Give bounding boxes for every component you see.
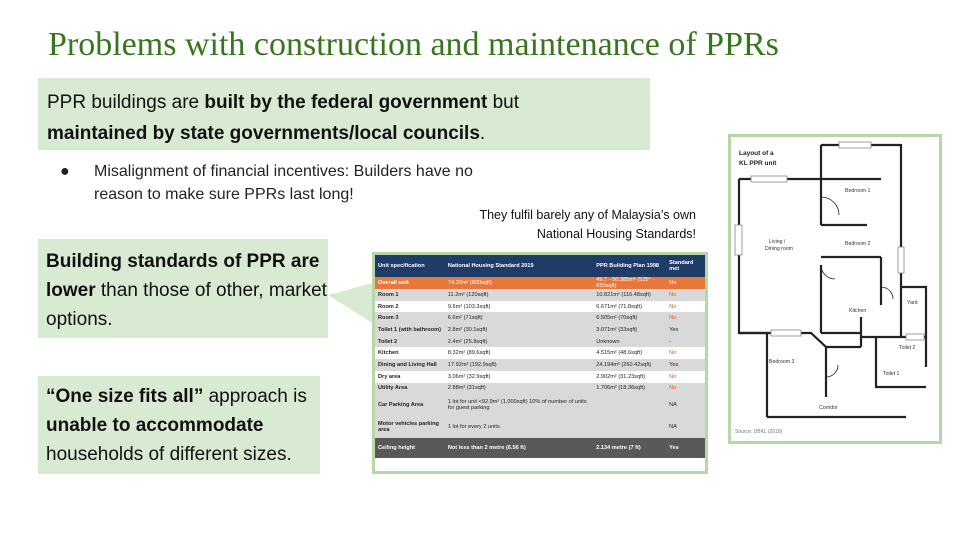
table-header-cell: Unit specification	[375, 255, 445, 277]
floor-plan-drawing	[731, 137, 939, 441]
table-cell	[593, 394, 666, 416]
table-cell: NA	[666, 416, 705, 438]
table-cell: 2.4m² (25.8sqft)	[445, 336, 593, 348]
table-cell: 2.88m² (31sqft)	[445, 383, 593, 395]
plan-label-corridor: Corridor	[819, 405, 838, 411]
table-cell: Utility Area	[375, 383, 445, 395]
plan-title-2: KL PPR unit	[739, 160, 777, 167]
box1-text-1: PPR buildings are	[47, 92, 205, 113]
table-row	[375, 394, 705, 416]
table-row	[375, 336, 705, 348]
plan-title-1: Layout of a	[739, 150, 774, 157]
table-cell: No	[666, 383, 705, 395]
table-row	[375, 359, 705, 371]
table-cell: Unknown	[593, 336, 666, 348]
table-cell: Kitchen	[375, 347, 445, 359]
plan-label-yard: Yard	[907, 300, 918, 306]
table-cell: 24.194m² (260.42sqft)	[593, 359, 666, 371]
plan-label-bedroom1: Bedroom 1	[845, 188, 871, 194]
table-row	[375, 383, 705, 395]
table-cell: 74.32m² (800sqft)	[445, 277, 593, 289]
caption-line-2: National Housing Standards!	[536, 227, 696, 241]
box1-bold-1: built by the federal government	[204, 92, 488, 113]
table-cell: Room 3	[375, 312, 445, 324]
table-cell: Motor vehicles parking area	[375, 416, 445, 438]
table-cell: Toilet 2	[375, 336, 445, 348]
box3-text-1: approach is	[203, 386, 307, 407]
table-cell: NA	[666, 394, 705, 416]
table-cell: 17.92m² (192.9sqft)	[445, 359, 593, 371]
table-cell: 6.6m² (71sqft)	[445, 312, 593, 324]
plan-label-living-1: Living /	[769, 239, 786, 245]
standards-table-image	[372, 252, 708, 474]
floor-plan-image	[728, 134, 942, 444]
box-building-standards	[38, 239, 328, 338]
table-cell: 1 lot for every 2 units	[445, 416, 593, 438]
bullet-text: Misalignment of financial incentives: Builders have no reason to make sure PPRs last long!	[94, 163, 473, 203]
table-cell: Ceiling height	[375, 438, 445, 458]
table-cell: -	[666, 336, 705, 348]
table-cell: 9.6m² (103.3sqft)	[445, 301, 593, 313]
table-header-row	[375, 255, 705, 277]
table-cell: Yes	[666, 438, 705, 458]
table-cell: Car Parking Area	[375, 394, 445, 416]
table-cell: No	[666, 312, 705, 324]
box3-bold-1: “One size fits all”	[46, 386, 204, 407]
table-cell: 6.505m² (70sqft)	[593, 312, 666, 324]
table-cell: 10.821m² (116.48sqft)	[593, 289, 666, 301]
slide-title: Problems with construction and maintenance of PPRs	[48, 26, 779, 63]
table-cell: 11.2m² (120sqft)	[445, 289, 593, 301]
table-row	[375, 324, 705, 336]
plan-label-toilet1: Toilet 1	[883, 371, 900, 377]
table-cell	[593, 416, 666, 438]
box1-bold-2: maintained by state governments/local councils	[47, 123, 480, 144]
table-cell: No	[666, 301, 705, 313]
plan-label-living-2: Dining room	[765, 246, 793, 252]
table-row	[375, 371, 705, 383]
box3-text-2: households of different sizes.	[46, 444, 292, 465]
standards-table	[375, 255, 705, 458]
plan-label-bedroom3: Bedroom 3	[769, 359, 795, 365]
table-cell: Room 1	[375, 289, 445, 301]
table-row	[375, 301, 705, 313]
table-cell: Not less than 2 metre (6.56 ft)	[445, 438, 593, 458]
table-row	[375, 438, 705, 458]
table-cell: 2.134 metre (7 ft)	[593, 438, 666, 458]
table-cell: Overall unit	[375, 277, 445, 289]
standards-caption	[440, 206, 696, 244]
box3-bold-2: unable to accommodate	[46, 415, 264, 436]
box-one-size	[38, 376, 320, 474]
table-row	[375, 289, 705, 301]
table-cell: Toilet 1 (with bathroom)	[375, 324, 445, 336]
table-cell: 49.7 - 60.385m² (535* - 650sqft)	[593, 277, 666, 289]
table-cell: No	[666, 347, 705, 359]
caption-line-1: They fulfil barely any of Malaysia’s own	[479, 208, 696, 222]
plan-label-bedroom2: Bedroom 2	[845, 241, 871, 247]
table-cell: Yes	[666, 324, 705, 336]
plan-label-kitchen: Kitchen	[849, 308, 867, 314]
table-row	[375, 312, 705, 324]
table-cell: 2.902m² (31.23sqft)	[593, 371, 666, 383]
table-cell: 8.32m² (89.6sqft)	[445, 347, 593, 359]
table-cell: 3.06m² (32.9sqft)	[445, 371, 593, 383]
box-federal-vs-state	[38, 78, 650, 150]
plan-label-toilet2: Toilet 2	[899, 345, 916, 351]
table-cell: Room 2	[375, 301, 445, 313]
box1-text-3: .	[479, 123, 486, 144]
table-row	[375, 277, 705, 289]
table-row	[375, 347, 705, 359]
table-header-cell: PPR Building Plan 1998	[593, 255, 666, 277]
table-cell: Dining and Living Hall	[375, 359, 445, 371]
table-cell: Yes	[666, 359, 705, 371]
table-cell: 1.706m² (18.36sqft)	[593, 383, 666, 395]
table-header-cell: National Housing Standard 2019	[445, 255, 593, 277]
callout-pointer	[328, 283, 374, 323]
bullet-dot-icon: ●	[60, 163, 70, 180]
box2-text: than those of other, market options.	[46, 280, 327, 330]
table-cell: No	[666, 277, 705, 289]
table-cell: No	[666, 289, 705, 301]
box1-text-2: but	[487, 92, 520, 113]
table-cell: 2.8m² (30.1sqft)	[445, 324, 593, 336]
table-row	[375, 416, 705, 438]
table-cell: 1 lot for unit <92.9m² (1,000sqft) 10% of number of units for guest parking	[445, 394, 593, 416]
table-cell: 3.071m² (33sqft)	[593, 324, 666, 336]
plan-source: Source: DBKL (2018)	[735, 429, 783, 435]
box2-bold: Building standards of PPR are lower	[46, 251, 320, 301]
table-cell: 4.515m² (48.6sqft)	[593, 347, 666, 359]
table-cell: No	[666, 371, 705, 383]
table-cell: 6.671m² (71.8sqft)	[593, 301, 666, 313]
table-header-cell: Standard met	[666, 255, 705, 277]
table-cell: Dry area	[375, 371, 445, 383]
